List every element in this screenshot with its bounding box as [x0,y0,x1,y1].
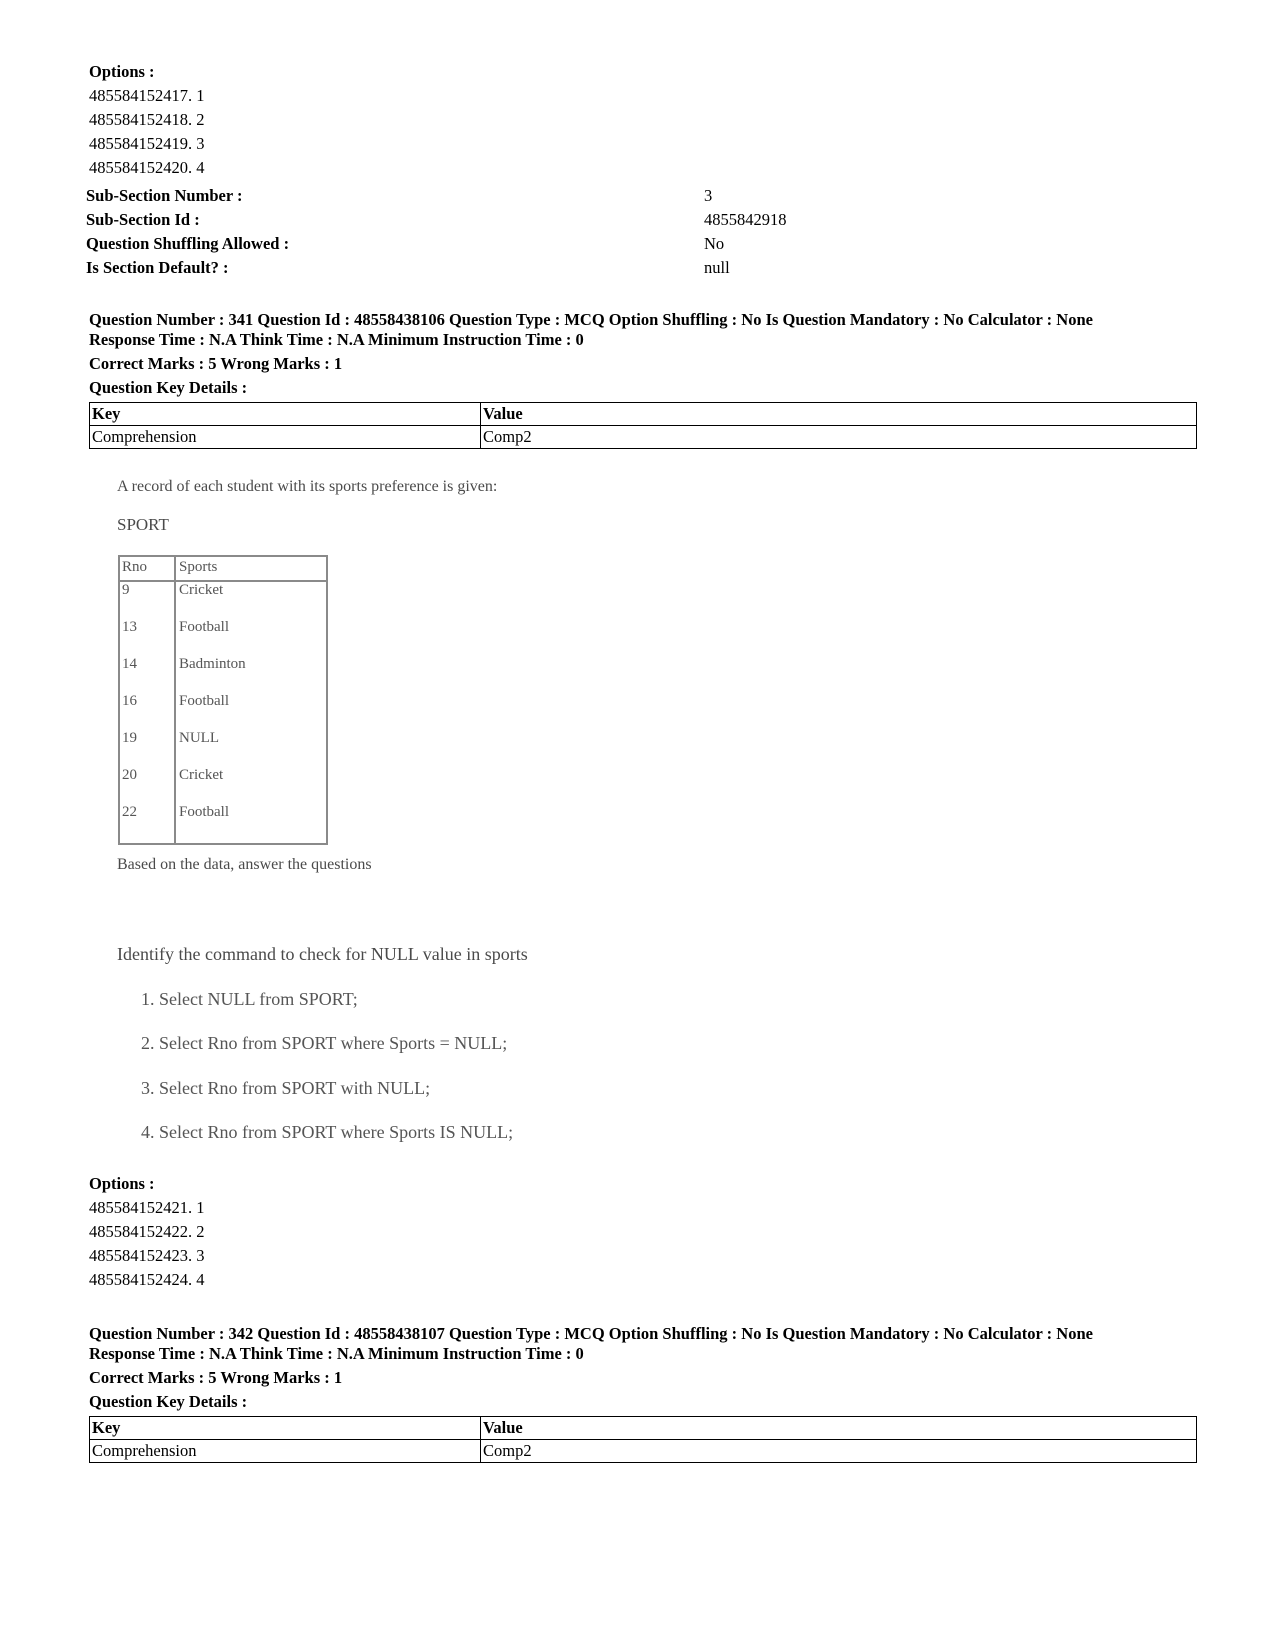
q341-option-3: 485584152423. 3 [89,1246,205,1265]
section-default-label: Is Section Default? : [86,258,229,277]
section-default-value: null [704,258,730,277]
table-row-rno: 22 [122,804,137,820]
value-header: Value [481,403,1197,426]
table-row-sports: NULL [179,730,219,746]
table-row-sports: Cricket [179,582,224,598]
value-cell: Comp2 [481,1440,1197,1463]
figure-choice-1: 1. Select NULL from SPORT; [141,989,358,1009]
question-shuffling-label: Question Shuffling Allowed : [86,234,290,253]
key-header: Key [90,1417,481,1440]
sport-col-header-rno: Rno [122,559,148,575]
table-row-rno: 19 [122,730,137,746]
q342-header-line1: Question Number : 342 Question Id : 48558438107 Question Type : MCQ Option Shuffling : No Is Question Mandatory : No Calculator : None [89,1324,1093,1343]
table-row-rno: 14 [122,656,137,672]
table-row-sports: Cricket [179,767,224,783]
q342-key-table [89,1416,1197,1463]
table-row-rno: 9 [122,582,130,598]
key-cell: Comprehension [90,1440,481,1463]
prev-option-3: 485584152419. 3 [89,134,205,153]
figure-choice-4: 4. Select Rno from SPORT where Sports IS NULL; [141,1122,514,1142]
q341-option-1: 485584152421. 1 [89,1198,205,1217]
q341-header-line2: Response Time : N.A Think Time : N.A Minimum Instruction Time : 0 [89,330,584,349]
q341-key-details-label: Question Key Details : [89,378,248,397]
table-row-rno: 20 [122,767,137,783]
subsection-id-label: Sub-Section Id : [86,210,200,229]
value-cell: Comp2 [481,426,1197,449]
sport-col-header-sports: Sports [179,559,218,575]
figure-outro: Based on the data, answer the questions [117,856,372,873]
table-row-sports: Badminton [179,656,246,672]
sport-table [118,555,328,845]
q341-key-table [89,402,1197,449]
value-header: Value [481,1417,1197,1440]
figure-question: Identify the command to check for NULL value in sports [117,944,528,964]
prev-option-2: 485584152418. 2 [89,110,205,129]
q342-key-details-label: Question Key Details : [89,1392,248,1411]
q342-header-line2: Response Time : N.A Think Time : N.A Minimum Instruction Time : 0 [89,1344,584,1363]
question-shuffling-value: No [704,234,725,253]
prev-options-label: Options : [89,62,155,81]
subsection-id-value: 4855842918 [704,210,787,229]
q341-options-label: Options : [89,1174,155,1193]
q341-marks: Correct Marks : 5 Wrong Marks : 1 [89,354,343,373]
table-row-rno: 16 [122,693,137,709]
figure-intro: A record of each student with its sports preference is given: [117,478,498,495]
table-row-sports: Football [179,619,230,635]
q341-option-2: 485584152422. 2 [89,1222,205,1241]
prev-option-4: 485584152420. 4 [89,158,205,177]
figure-table-name: SPORT [117,515,169,534]
table-row-sports: Football [179,804,230,820]
key-header: Key [90,403,481,426]
prev-option-1: 485584152417. 1 [89,86,205,105]
figure-choice-3: 3. Select Rno from SPORT with NULL; [141,1078,431,1098]
key-cell: Comprehension [90,426,481,449]
q341-option-4: 485584152424. 4 [89,1270,205,1289]
subsection-number-value: 3 [704,186,713,205]
q342-marks: Correct Marks : 5 Wrong Marks : 1 [89,1368,343,1387]
table-row-rno: 13 [122,619,137,635]
table-row-sports: Football [179,693,230,709]
q341-header-line1: Question Number : 341 Question Id : 48558438106 Question Type : MCQ Option Shuffling : No Is Question Mandatory : No Calculator : None [89,310,1093,329]
figure-choice-2: 2. Select Rno from SPORT where Sports = NULL; [141,1033,508,1053]
subsection-number-label: Sub-Section Number : [86,186,243,205]
